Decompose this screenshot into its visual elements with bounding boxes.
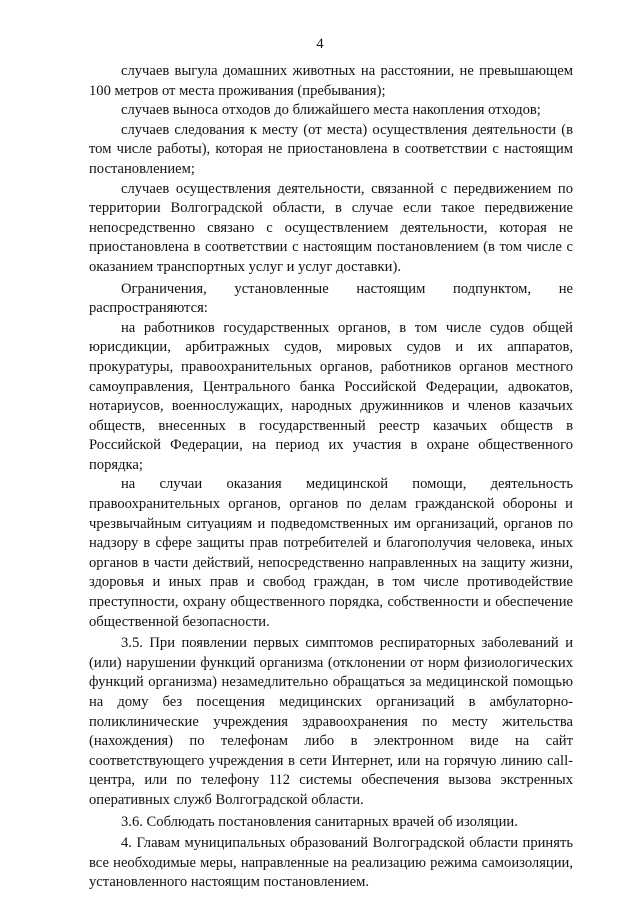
page-number: 4: [316, 36, 324, 52]
paragraph-exceptions-intro: Ограничения, установленные настоящим подпунктом, не распространяются:: [89, 280, 573, 317]
paragraph-exception-state-workers: на работников государственных органов, в том числе судов общей юрисдикции, арбитражных судов, мировых судов и их аппаратов, прокуратуры, правоохранительных органов, работников органов местного самоуправления, Центрального банка Российской Федерации, адвокатов, нотариусов, военнослужащих, народных дружинников и членов казачьих обществ, внесенных в государственный реестр казачьих обществ в Российской Федерации, на период их участия в охране общественного порядка;: [89, 319, 573, 473]
paragraph-exception-emergency-cases: на случаи оказания медицинской помощи, деятельность правоохранительных органов, органов по делам гражданской обороны и чрезвычайным ситуациям и подведомственных им организаций, органов по надзору в сфере защиты прав потребителей и благополучия человека, иных органов в части действий, непосредственно направленных на защиту жизни, здоровья и иных прав и свобод граждан, в том числе противодействие преступности, охрану общественного порядка, собственности и обеспечение общественной безопасности.: [89, 476, 573, 630]
paragraph-travel-to-work: случаев следования к месту (от места) осуществления деятельности (в том числе работы), которая не приостановлена в соответствии с настоящим постановлением;: [89, 121, 573, 177]
paragraph-pet-walking: случаев выгула домашних животных на расстоянии, не превышающем 100 метров от места проживания (пребывания);: [89, 63, 573, 99]
paragraph-4-municipal-heads: 4. Главам муниципальных образований Волгоградской области принять все необходимые меры, направленные на реализацию режима самоизоляции, установленного настоящим постановлением.: [89, 835, 573, 891]
paragraph-waste-disposal: случаев выноса отходов до ближайшего места накопления отходов;: [121, 102, 541, 119]
paragraph-3-6-sanitary-rules: 3.6. Соблюдать постановления санитарных врачей об изоляции.: [121, 813, 518, 830]
document-body: [89, 62, 573, 893]
paragraph-3-5-medical-help: 3.5. При появлении первых симптомов респираторных заболеваний и (или) нарушении функций организма (отклонении от норм физиологических функций организма) незамедлительно обращаться за медицинской помощью на дому без посещения медицинских организаций в амбулаторно-поликлинические учреждения здравоохранения по месту жительства (нахождения) по телефонам либо в электронном виде на сайт соответствующего учреждения в сети Интернет, или на горячую линию call-центра, или по телефону 112 системы обеспечения вызова экстренных оперативных служб Волгоградской области.: [89, 635, 573, 808]
paragraph-regional-travel: случаев осуществления деятельности, связанной с передвижением по территории Волгоградской области, в случае если такое передвижение непосредственно связано с осуществлением деятельности, которая не приостановлена в соответствии с настоящим постановлением (в том числе с оказанием транспортных услуг и услуг доставки).: [89, 180, 573, 275]
